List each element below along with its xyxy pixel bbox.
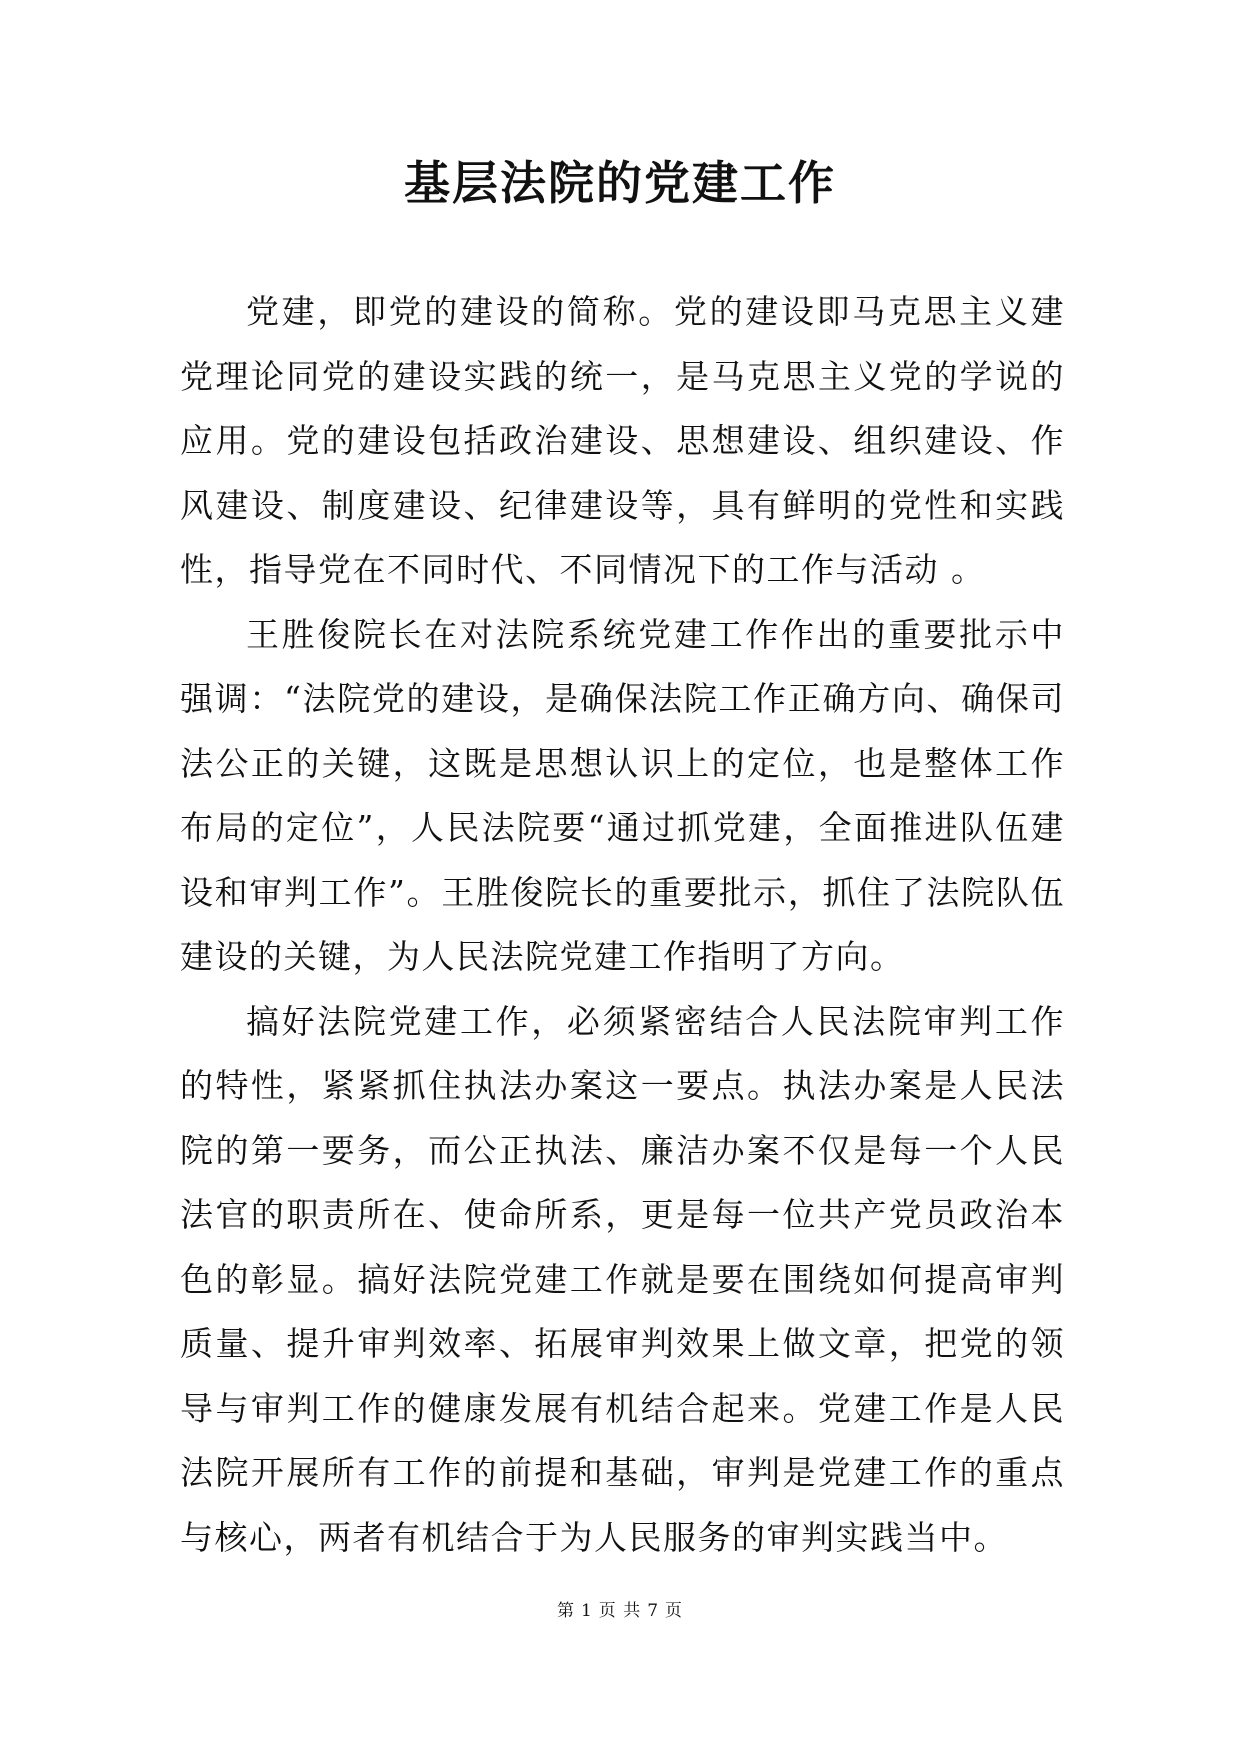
footer-page-number: 1 xyxy=(580,1601,593,1621)
paragraph-1: 党建，即党的建设的简称。党的建设即马克思主义建党理论同党的建设实践的统一，是马克思主义党的学说的应用。党的建设包括政治建设、思想建设、组织建设、作风建设、制度建设、纪律建设等，具有鲜明的党性和实践性，指导党在不同时代、不同情况下的工作与活动 。 xyxy=(180,292,1065,589)
footer-page-suffix: 页 xyxy=(665,1601,684,1621)
page-footer xyxy=(0,1596,1240,1621)
paragraph-2: 王胜俊院长在对法院系统党建工作作出的重要批示中强调：“法院党的建设，是确保法院工作正确方向、确保司法公正的关键，这既是思想认识上的定位，也是整体工作布局的定位”，人民法院要“通过抓党建，全面推进队伍建设和审判工作”。王胜俊院长的重要批示，抓住了法院队伍建设的关键，为人民法院党建工作指明了方向。 xyxy=(180,614,1065,976)
footer-page-mid: 页 共 xyxy=(598,1601,642,1621)
paragraph-3: 搞好法院党建工作，必须紧密结合人民法院审判工作的特性，紧紧抓住执法办案这一要点。执法办案是人民法院的第一要务，而公正执法、廉洁办案不仅是每一个人民法官的职责所在、使命所系，更是每一位共产党员政治本色的彰显。搞好法院党建工作就是要在围绕如何提高审判质量、提升审判效率、拓展审判效果上做文章，把党的领导与审判工作的健康发展有机结合起来。党建工作是人民法院开展所有工作的前提和基础，审判是党建工作的重点与核心，两者有机结合于为人民服务的审判实践当中。 xyxy=(180,1001,1065,1557)
footer-total-pages: 7 xyxy=(647,1601,660,1621)
footer-page-prefix: 第 xyxy=(556,1601,575,1621)
page-title: 基层法院的党建工作 xyxy=(404,156,836,210)
document-body xyxy=(180,280,1065,1570)
